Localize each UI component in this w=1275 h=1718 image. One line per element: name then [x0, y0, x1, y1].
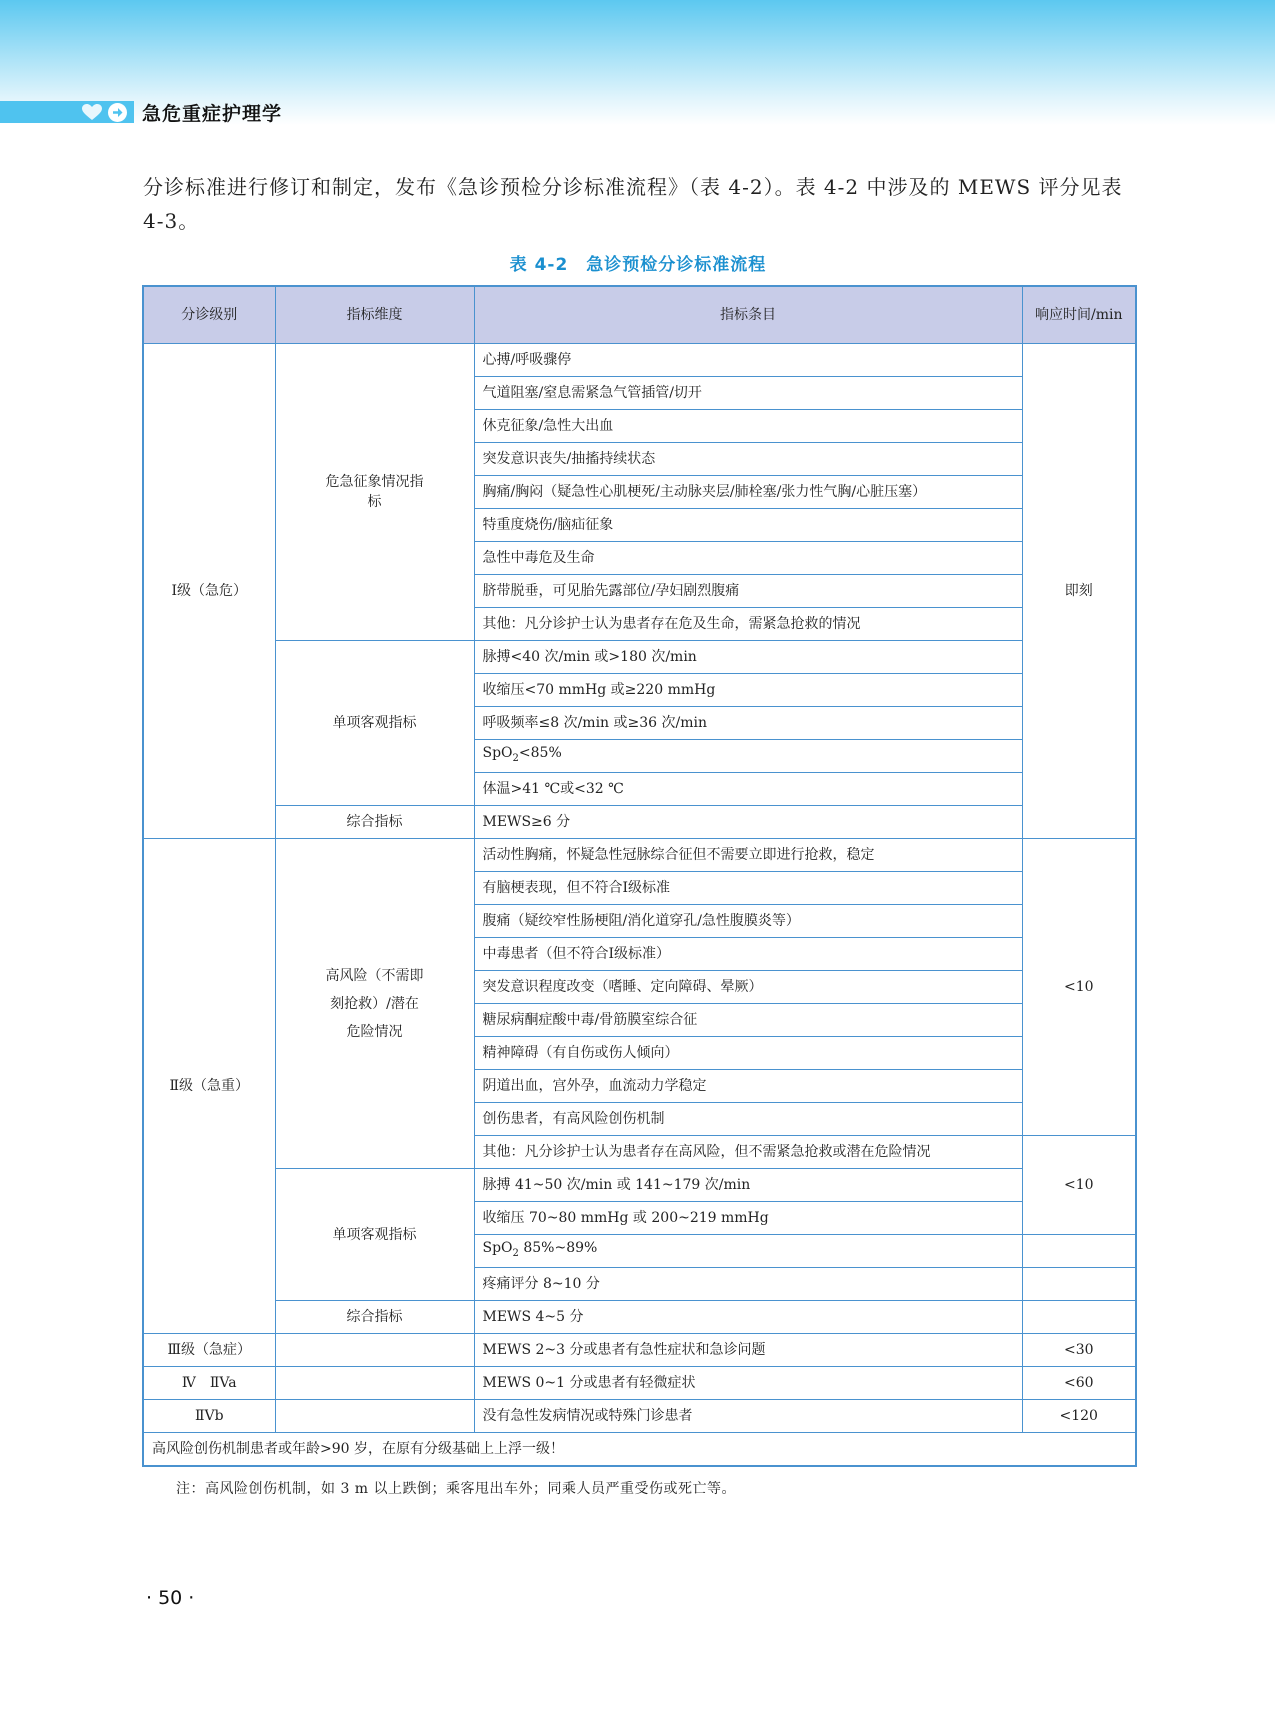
- level-1-composite-item: MEWS≥6 分: [474, 806, 1022, 839]
- level-2-dim-single: 单项客观指标: [275, 1169, 474, 1301]
- level-1-response: 即刻: [1022, 344, 1136, 839]
- level-1-critical-item: 急性中毒危及生命: [474, 542, 1022, 575]
- level-1-single-item: 呼吸频率≤8 次/min 或≥36 次/min: [474, 707, 1022, 740]
- table-row: [143, 806, 1136, 839]
- level-2-risk-item: 有脑梗表现，但不符合Ⅰ级标准: [474, 872, 1022, 905]
- level-1-dim-composite: 综合指标: [275, 806, 474, 839]
- level-2-composite-item: MEWS 4~5 分: [474, 1301, 1022, 1334]
- level-4a-dimension: [275, 1367, 474, 1400]
- level-1-single-item: 收缩压<70 mmHg 或≥220 mmHg: [474, 674, 1022, 707]
- table-row: [143, 1433, 1136, 1467]
- level-1-critical-item: 胸痛/胸闷（疑急性心肌梗死/主动脉夹层/肺栓塞/张力性气胸/心脏压塞）: [474, 476, 1022, 509]
- header-level: 分诊级别: [143, 286, 275, 344]
- table-row: [143, 1301, 1136, 1334]
- level-2-risk-item: 中毒患者（但不符合Ⅰ级标准）: [474, 938, 1022, 971]
- level-2-spo2-item: SpO$_2$ 85%~89%: [474, 1235, 1022, 1268]
- level-2-risk-item: 精神障碍（有自伤或伤人倾向）: [474, 1037, 1022, 1070]
- table-row: [143, 641, 1136, 674]
- book-title: 急危重症护理学: [142, 103, 283, 125]
- level-3-label: Ⅲ级（急症）: [143, 1334, 275, 1367]
- level-4b-dimension: [275, 1400, 474, 1433]
- level-2-risk-other: 其他：凡分诊护士认为患者存在高风险，但不需紧急抢救或潜在危险情况: [474, 1136, 1022, 1169]
- level-4a-response: <60: [1022, 1367, 1136, 1400]
- level-1-single-item: 体温>41 ℃或<32 ℃: [474, 773, 1022, 806]
- table-row: [143, 1400, 1136, 1433]
- level-4b-item: 没有急性发病情况或特殊门诊患者: [474, 1400, 1022, 1433]
- level-2-pain-response: [1022, 1268, 1136, 1301]
- level-1-critical-item: 休克征象/急性大出血: [474, 410, 1022, 443]
- intro-paragraph: 分诊标准进行修订和制定，发布《急诊预检分诊标准流程》（表 4-2）。表 4-2 中涉及的 MEWS 评分见表 4-3。: [143, 175, 1123, 233]
- level-2-risk-item: 腹痛（疑绞窄性肠梗阻/消化道穿孔/急性腹膜炎等）: [474, 905, 1022, 938]
- table-row: [143, 1367, 1136, 1400]
- level-1-spo2-item: SpO$_2$<85%: [474, 740, 1022, 773]
- level-2-other-response: <10: [1022, 1136, 1136, 1235]
- level-3-dimension: [275, 1334, 474, 1367]
- level-2-dim-composite: 综合指标: [275, 1301, 474, 1334]
- level-1-critical-item: 脐带脱垂，可见胎先露部位/孕妇剧烈腹痛: [474, 575, 1022, 608]
- level-2-risk-item: 创伤患者，有高风险创伤机制: [474, 1103, 1022, 1136]
- table-row: [143, 1334, 1136, 1367]
- level-1-dim-critical: 危急征象情况指标: [275, 344, 474, 641]
- level-2-spo2-response: [1022, 1235, 1136, 1268]
- level-1-label: Ⅰ级（急危）: [143, 344, 275, 839]
- table-note: 注：高风险创伤机制，如 3 m 以上跌倒；乘客甩出车外；同乘人员严重受伤或死亡等。: [176, 1481, 737, 1497]
- level-2-single-item: 收缩压 70~80 mmHg 或 200~219 mmHg: [474, 1202, 1022, 1235]
- level-1-critical-item: 心搏/呼吸骤停: [474, 344, 1022, 377]
- level-2-composite-response: [1022, 1301, 1136, 1334]
- table-header-row: [143, 286, 1136, 344]
- arrow-right-circle-icon: [108, 103, 127, 122]
- table-row: [143, 344, 1136, 377]
- table-row: [143, 839, 1136, 872]
- level-2-risk-item: 糖尿病酮症酸中毒/骨筋膜室综合征: [474, 1004, 1022, 1037]
- level-1-dim-single: 单项客观指标: [275, 641, 474, 806]
- level-3-response: <30: [1022, 1334, 1136, 1367]
- level-2-risk-item: 阴道出血，宫外孕，血流动力学稳定: [474, 1070, 1022, 1103]
- level-2-risk-response: <10: [1022, 839, 1136, 1136]
- level-4a-label: Ⅳ ⅡVa: [143, 1367, 275, 1400]
- table-footer-row: 高风险创伤机制患者或年龄>90 岁，在原有分级基础上上浮一级！: [143, 1433, 1136, 1467]
- level-4b-response: <120: [1022, 1400, 1136, 1433]
- level-2-pain-item: 疼痛评分 8~10 分: [474, 1268, 1022, 1301]
- level-1-critical-item: 其他：凡分诊护士认为患者存在危及生命，需紧急抢救的情况: [474, 608, 1022, 641]
- level-2-risk-item: 突发意识程度改变（嗜睡、定向障碍、晕厥）: [474, 971, 1022, 1004]
- level-1-critical-item: 突发意识丧失/抽搐持续状态: [474, 443, 1022, 476]
- header-response: 响应时间/min: [1022, 286, 1136, 344]
- page-number: · 50 ·: [146, 1587, 195, 1609]
- level-2-label: Ⅱ级（急重）: [143, 839, 275, 1334]
- level-2-risk-item: 活动性胸痛，怀疑急性冠脉综合征但不需要立即进行抢救，稳定: [474, 839, 1022, 872]
- level-3-item: MEWS 2~3 分或患者有急性症状和急诊问题: [474, 1334, 1022, 1367]
- level-4b-label: ⅡVb: [143, 1400, 275, 1433]
- table-caption: 表 4-2 急诊预检分诊标准流程: [509, 255, 767, 275]
- table-row: [143, 1169, 1136, 1202]
- heart-icon: [82, 104, 102, 121]
- level-1-single-item: 脉搏<40 次/min 或>180 次/min: [474, 641, 1022, 674]
- level-1-critical-item: 气道阻塞/窒息需紧急气管插管/切开: [474, 377, 1022, 410]
- level-1-critical-item: 特重度烧伤/脑疝征象: [474, 509, 1022, 542]
- triage-table: [142, 285, 1137, 1467]
- header-dimension: 指标维度: [275, 286, 474, 344]
- level-2-dim-risk: 高风险（不需即刻抢救）/潜在危险情况: [275, 839, 474, 1169]
- level-2-single-item: 脉搏 41~50 次/min 或 141~179 次/min: [474, 1169, 1022, 1202]
- header-item: 指标条目: [474, 286, 1022, 344]
- level-4a-item: MEWS 0~1 分或患者有轻微症状: [474, 1367, 1022, 1400]
